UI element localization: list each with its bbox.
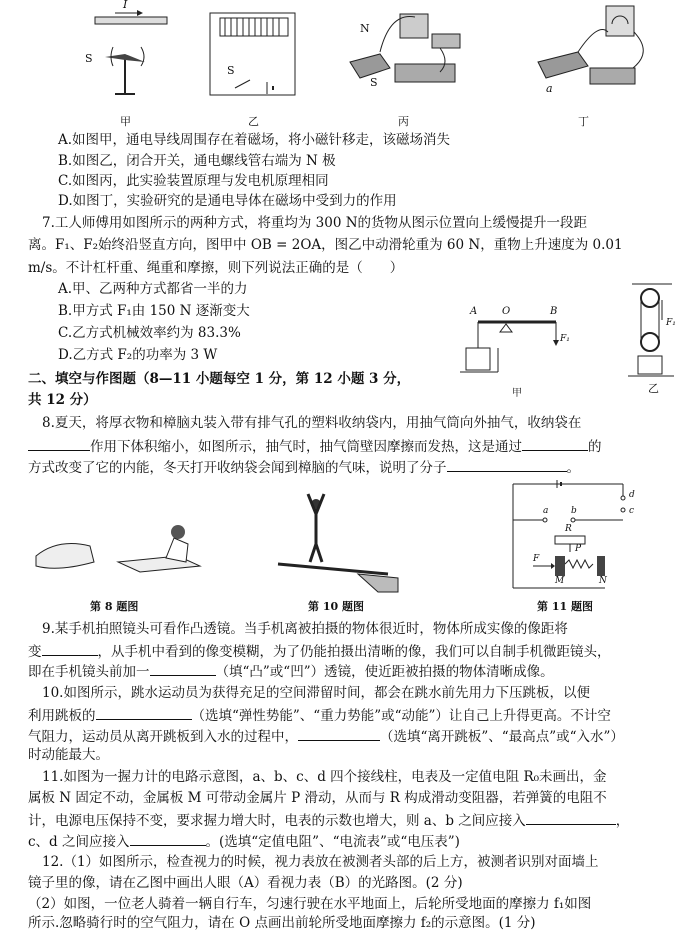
q8-line-1: 8.夏天，将厚衣物和樟脑丸装入带有排气孔的塑料收纳袋内，用抽气筒向外抽气，收纳袋在 bbox=[42, 415, 582, 431]
fig11-label-m: M bbox=[555, 576, 565, 586]
section2-heading: 二、填空与作图题（8—11 小题每空 1 分，第 12 小题 3 分， bbox=[28, 371, 411, 387]
q11-line-1: 11.如图为一握力计的电路示意图，a、b、c、d 四个接线柱，电表及一定值电阻 R₀未画出，金 bbox=[42, 769, 607, 785]
q10-line-1: 10.如图所示，跳水运动员为获得充足的空间滞留时间，都会在跳水前先用力下压跳板，以便 bbox=[42, 685, 590, 701]
caption-yi: 乙 bbox=[248, 115, 259, 128]
q12-line-3: （2）如图，一位老人骑着一辆自行车，匀速行驶在水平地面上，后轮所受地面的摩擦力 f₁如图 bbox=[28, 896, 592, 912]
lever-label-f1: F₁ bbox=[560, 334, 570, 344]
q9-line-3: 即在手机镜头前加一 （填“凸”或“凹”）透镜，使近距被拍摄的物体清晰成像。 bbox=[28, 661, 675, 682]
q11-blank-1[interactable] bbox=[526, 810, 616, 825]
figure-11 bbox=[505, 478, 655, 593]
fig11-label-f: F bbox=[533, 554, 540, 564]
q7-option-c: C.乙方式机械效率约为 83.3% bbox=[58, 325, 241, 341]
figure-8 bbox=[28, 510, 218, 580]
caption-jia: 甲 bbox=[120, 115, 131, 128]
caption-fig10: 第 10 题图 bbox=[308, 600, 364, 613]
q12-line-4: 所示.忽略骑行时的空气阻力，请在 O 点画出前轮所受地面摩擦力 f₂的示意图。(1 分) bbox=[28, 915, 536, 931]
q12-line-1: 12.（1）如图所示，检查视力的时候，视力表放在被测者头部的后上方，被测者识别对面墙上 bbox=[42, 854, 599, 870]
q7-option-b: B.甲方式 F₁由 150 N 逐渐变大 bbox=[58, 303, 250, 319]
q10-blank-1[interactable] bbox=[96, 705, 192, 720]
q6-option-a: A.如图甲，通电导线周围存在着磁场，将小磁针移走，该磁场消失 bbox=[58, 132, 451, 148]
q8-line-2: 作用下体积缩小，如图所示，抽气时，抽气筒壁因摩擦而发热，这是通过 的 bbox=[28, 436, 675, 457]
caption-fig11: 第 11 题图 bbox=[537, 600, 593, 613]
caption-fig8: 第 8 题图 bbox=[90, 600, 139, 613]
label-S: S bbox=[85, 52, 93, 65]
q8-blank-2[interactable] bbox=[522, 436, 588, 451]
fig11-label-d: d bbox=[629, 490, 635, 500]
q10-blank-2[interactable] bbox=[298, 726, 380, 741]
q7-option-d: D.乙方式 F₂的功率为 3 W bbox=[58, 347, 218, 363]
q10-line-3: 气阻力，运动员从离开跳板到入水的过程中， （选填“离开跳板”、“最高点”或“入水”） bbox=[28, 726, 675, 747]
q11-line-4: c、d 之间应接入 。(选填“定值电阻”、“电流表”或“电压表”) bbox=[28, 831, 675, 852]
fig11-label-n: N bbox=[599, 576, 607, 586]
figure-ding bbox=[528, 2, 668, 112]
section2-heading-2: 共 12 分） bbox=[28, 392, 97, 408]
lever-label-b: B bbox=[550, 306, 558, 317]
pulley-label-f: F₁ bbox=[666, 318, 676, 328]
fig11-label-r: R bbox=[565, 524, 572, 534]
figure-jia bbox=[85, 2, 185, 112]
q9-blank-2[interactable] bbox=[150, 661, 216, 676]
q11-line-2: 属板 N 固定不动，金属板 M 可带动金属片 P 滑动，从而与 R 构成滑动变阻器，若弹簧的电阻不 bbox=[28, 790, 607, 806]
label-switch-S: S bbox=[227, 64, 235, 77]
q9-line-1: 9.某手机拍照镜头可看作凸透镜。当手机离被拍摄的物体很近时，物体所成实像的像距将 bbox=[42, 621, 568, 637]
q10-line-4: 时动能最大。 bbox=[28, 747, 109, 763]
q11-line-3: 计，电源电压保持不变，要求握力增大时，电表的示数也增大，则 a、b 之间应接入 ， bbox=[28, 810, 675, 831]
caption-bing: 丙 bbox=[398, 115, 409, 128]
lever-label-o: O bbox=[502, 306, 511, 317]
q12-line-2: 镜子里的像，请在乙图中画出人眼（A）看视力表（B）的光路图。(2 分) bbox=[28, 875, 463, 891]
q7-option-a: A.甲、乙两种方式都省一半的力 bbox=[58, 281, 248, 297]
fig11-label-a: a bbox=[543, 506, 549, 516]
q8-line-3: 方式改变了它的内能，冬天打开收纳袋会闻到樟脑的气味，说明了分子 。 bbox=[28, 457, 675, 478]
label-S3: S bbox=[370, 76, 378, 89]
q7-line-1: 7.工人师傅用如图所示的两种方式，将重均为 300 N的货物从图示位置向上缓慢提升一段距 bbox=[42, 215, 588, 231]
caption-pulley-yi: 乙 bbox=[648, 382, 659, 395]
figure-bing bbox=[340, 2, 470, 112]
lever-label-a: A bbox=[470, 306, 478, 317]
figure-10 bbox=[268, 482, 408, 592]
q6-option-b: B.如图乙，闭合开关，通电螺线管右端为 N 极 bbox=[58, 153, 336, 169]
q9-line-2: 变 ，从手机中看到的像变模糊，为了仍能拍摄出清晰的像，我们可以自制手机微距镜头， bbox=[28, 641, 675, 662]
q6-option-c: C.如图丙，此实验装置原理与发电机原理相同 bbox=[58, 173, 329, 189]
q6-option-d: D.如图丁，实验研究的是通电导体在磁场中受到力的作用 bbox=[58, 193, 397, 209]
label-a: a bbox=[546, 82, 553, 95]
q11-blank-2[interactable] bbox=[130, 831, 206, 846]
caption-ding: 丁 bbox=[578, 115, 589, 128]
fig11-label-b: b bbox=[571, 506, 577, 516]
q9-blank-1[interactable] bbox=[42, 641, 98, 656]
caption-lever-jia: 甲 bbox=[512, 388, 522, 399]
label-N: N bbox=[360, 22, 370, 35]
q7-line-3: m/s。不计杠杆重、绳重和摩擦，则下列说法正确的是（ ） bbox=[28, 260, 404, 276]
q8-blank-3[interactable] bbox=[447, 457, 567, 472]
figure-yi bbox=[205, 8, 300, 108]
q8-blank-1[interactable] bbox=[28, 436, 90, 451]
fig11-label-p: P bbox=[575, 544, 582, 554]
q7-line-2: 离。F₁、F₂始终沿竖直方向，图甲中 OB = 2OA，图乙中动滑轮重为 60 N，重物上升速度为 0.01 bbox=[28, 237, 623, 253]
label-I: I bbox=[123, 0, 128, 11]
q10-line-2: 利用跳板的 （选填“弹性势能”、“重力势能”或“动能”）让自己上升得更高。不计空 bbox=[28, 705, 675, 726]
fig11-label-c: c bbox=[629, 506, 635, 516]
